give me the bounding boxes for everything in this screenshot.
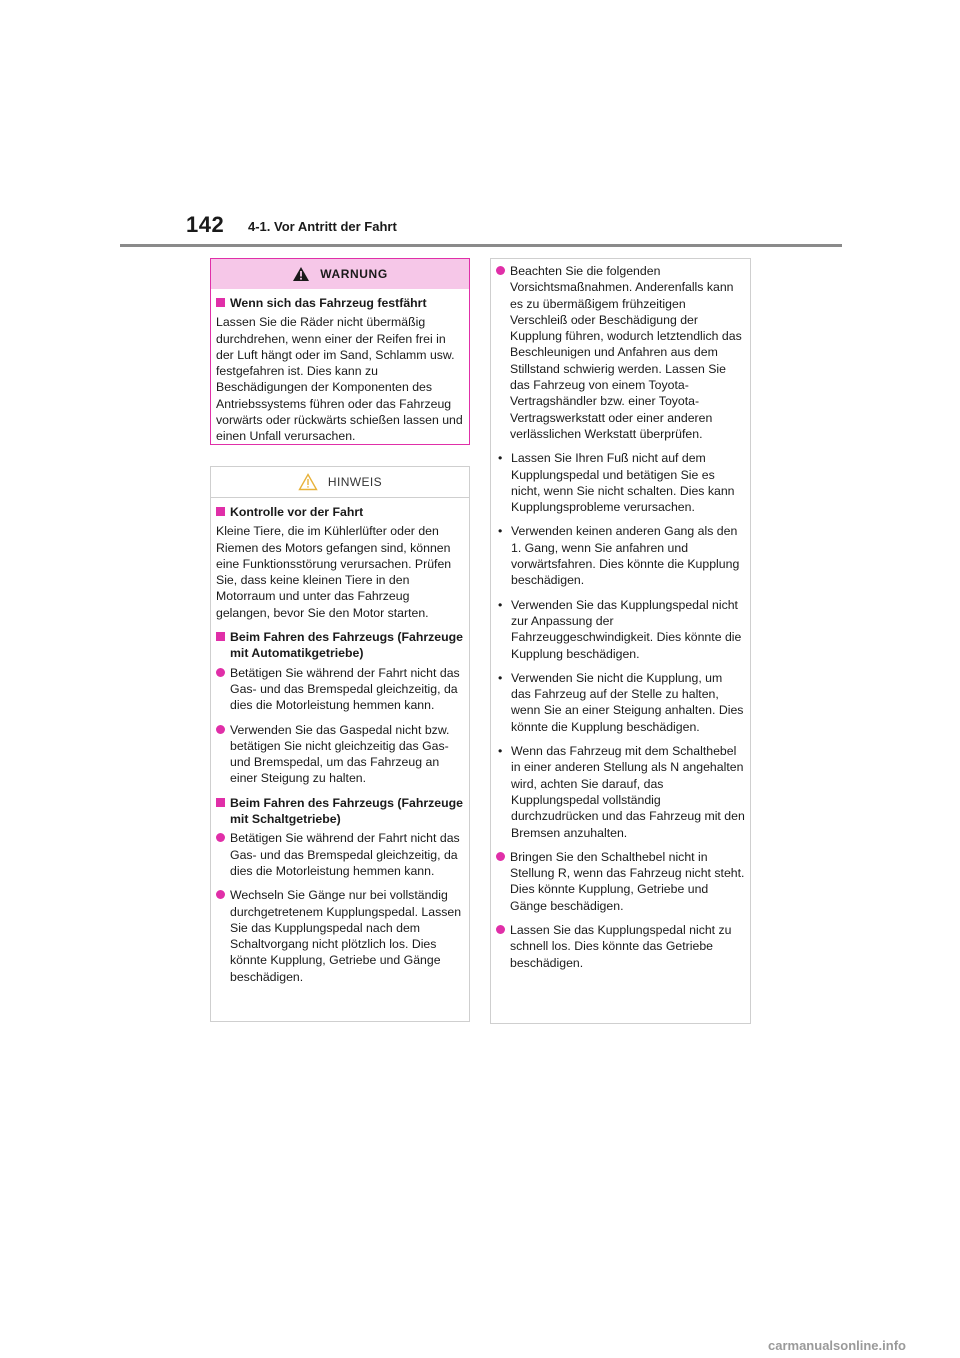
list-item [216,887,464,985]
round-bullet-icon [216,668,225,677]
page-number: 142 [186,212,225,237]
round-bullet-icon [216,725,225,734]
list-item [216,665,464,714]
round-bullet-icon [496,266,505,275]
list-item-text: Betätigen Sie während der Fahrt nicht das Gas- und das Bremspedal gleichzeitig, da dies die Motorleistung hemmen kann. [230,665,460,713]
dash-bullet-icon: • [498,451,503,466]
note-heading-check-text: Kontrolle vor der Fahrt [230,505,364,519]
dash-item-text: Verwenden keinen anderen Gang als den 1. Gang, wenn Sie anfahren und vorwärtsfahren. Dies könnte die Kupplung beschädigen. [511,524,740,588]
list-item [216,830,464,879]
section-title: 4-1. Vor Antritt der Fahrt [248,219,397,234]
round-bullet-icon [496,852,505,861]
list-item-text: Lassen Sie das Kupplungspedal nicht zu schnell los. Dies könnte das Getriebe beschädigen. [510,922,732,970]
list-item-text: Beachten Sie die folgenden Vorsichtsmaßnahmen. Anderenfalls kann es zu übermäßigem frühzeitigen Verschleiß oder Beschädigung der Kupplung führen, wodurch letztendlich das Beschleunigen und Anfahren aus dem Stillstand schwierig werden. Lassen Sie das Fahrzeug von einem Toyota-Vertragshändler bzw. einer Toyota-Vertragswerkstatt oder einer anderen verlässlichen Werkstatt überprüfen. [510,264,742,441]
watermark: carmanualsonline.info [768,1338,906,1353]
list-item-text: Bringen Sie den Schalthebel nicht in Stellung R, wenn das Fahrzeug nicht steht. Dies könnte Kupplung, Getriebe und Gänge beschädigen. [510,849,745,913]
warning-heading-text: Wenn sich das Fahrzeug festfährt [230,296,427,310]
dash-item [496,670,745,735]
note-heading-automatic [216,629,464,662]
warning-label: WARNUNG [320,266,388,281]
note-box [210,466,470,1022]
round-bullet-icon [496,925,505,934]
dash-item [496,743,745,841]
note-box-continued [490,258,751,1024]
dash-bullet-icon: • [498,670,503,685]
dash-item-text: Verwenden Sie das Kupplungspedal nicht zur Anpassung der Fahrzeuggeschwindigkeit. Dies könnte die Kupplung beschädigen. [511,597,742,661]
list-item [496,849,745,914]
warning-header [211,259,469,289]
dash-bullet-icon: • [498,597,503,612]
square-bullet-icon [216,507,225,516]
header-rule [120,244,842,247]
dash-bullet-icon: • [498,524,503,539]
dash-item [496,597,745,662]
list-item [216,722,464,787]
list-item [496,922,745,971]
note-heading-manual [216,795,464,828]
note-heading-automatic-text: Beim Fahren des Fahrzeugs (Fahrzeuge mit Automatikgetriebe) [230,630,464,661]
square-bullet-icon [216,632,225,641]
list-item-text: Wechseln Sie Gänge nur bei vollständig durchgetretenem Kupplungspedal. Lassen Sie das Kupplungspedal nach dem Schaltvorgang nicht plötzlich los. Dies könnte Kupplung, Getriebe und Gänge beschädigen. [230,888,462,984]
list-item-text: Betätigen Sie während der Fahrt nicht das Gas- und das Bremspedal gleichzeitig, da dies die Motorleistung hemmen kann. [230,831,460,878]
dash-item-text: Verwenden Sie nicht die Kupplung, um das Fahrzeug auf der Stelle zu halten, wenn Sie an einer Steigung anhalten. Dies könnte die Kupplung beschädigen. [511,670,744,734]
warning-heading [216,295,464,311]
note-header [211,467,469,498]
square-bullet-icon [216,798,225,807]
note-heading-manual-text: Beim Fahren des Fahrzeugs (Fahrzeuge mit Schaltgetriebe) [230,795,464,827]
list-item [496,263,745,442]
note-heading-check [216,504,464,520]
list-item-text: Verwenden Sie das Gaspedal nicht bzw. betätigen Sie nicht gleichzeitig das Gas- und Bremspedal, um das Fahrzeug an einer Steigung zu halten. [230,722,450,786]
warning-triangle-icon [292,266,310,282]
dash-item [496,450,745,515]
dash-item-text: Lassen Sie Ihren Fuß nicht auf dem Kupplungspedal und betätigen Sie es nicht, wenn Sie nicht schalten. Dies kann Kupplungsprobleme verursachen. [511,451,735,515]
dash-item [496,523,745,588]
caution-triangle-icon [298,473,318,491]
note-text-check: Kleine Tiere, die im Kühlerlüfter oder den Riemen des Motors gefangen sind, können eine Funktionsstörung verursachen. Prüfen Sie, dass keine kleinen Tiere in den Motorraum und unter das Fahrzeug gelangen, bevor Sie den Motor starten. [216,524,452,620]
dash-item-text: Wenn das Fahrzeug mit dem Schalthebel in einer anderen Stellung als N angehalten wird, achten Sie darauf, das Kupplungspedal vollständig durchzudrücken und das Fahrzeug mit den Bremsen anzuhalten. [511,744,745,840]
round-bullet-icon [216,833,225,842]
note-label: HINWEIS [327,474,383,489]
round-bullet-icon [216,890,225,899]
warning-text: Lassen Sie die Räder nicht übermäßig durchdrehen, wenn einer der Reifen frei in der Luft hängt oder im Sand, Schlamm usw. festgefahren ist. Dies kann zu Beschädigungen der Komponenten des Antriebssystems führen oder das Fahrzeug vorwärts oder rückwärts schießen lassen und einen Unfall verursachen. [216,315,463,444]
square-bullet-icon [216,298,225,307]
dash-bullet-icon: • [498,744,503,759]
warning-box [210,258,470,445]
